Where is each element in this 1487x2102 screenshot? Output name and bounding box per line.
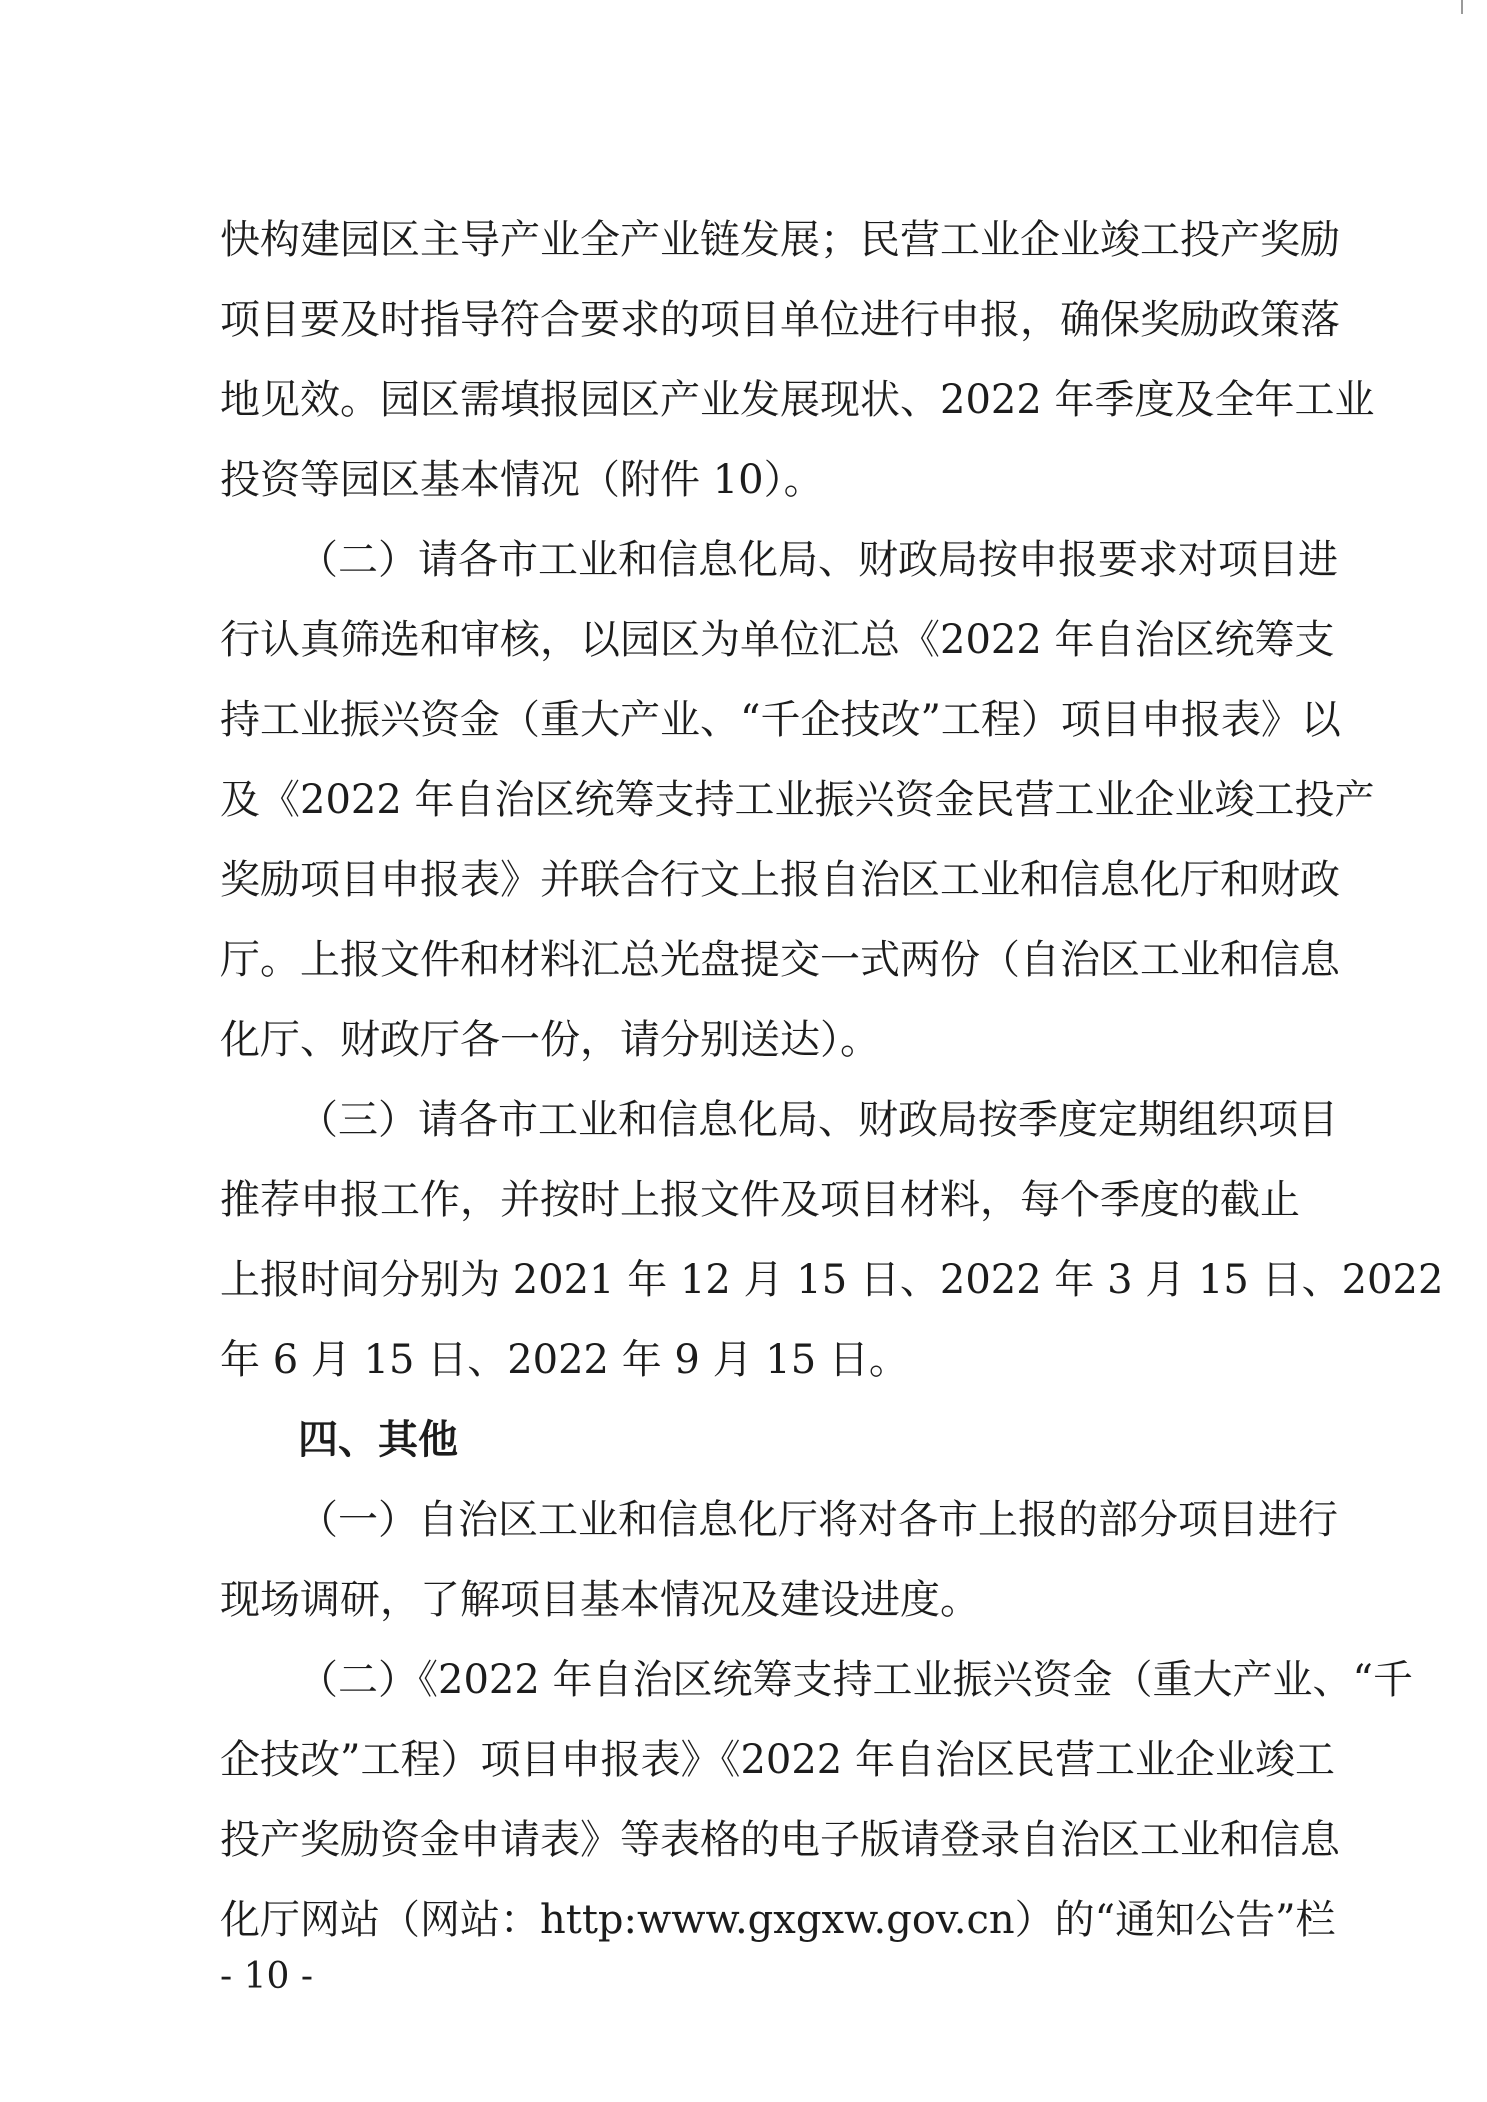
section-heading: 四、其他 — [298, 1417, 458, 1463]
text-line: 地见效。园区需填报园区产业发展现状、2022 年季度及全年工业 — [220, 377, 1375, 423]
text-line: 投产奖励资金申请表》等表格的电子版请登录自治区工业和信息 — [220, 1817, 1340, 1863]
scan-edge-mark — [1461, 0, 1463, 14]
text-line: 快构建园区主导产业全产业链发展；民营工业企业竣工投产奖励 — [220, 217, 1340, 263]
text-line: 投资等园区基本情况（附件 10）。 — [220, 457, 824, 503]
text-line: 行认真筛选和审核，以园区为单位汇总《2022 年自治区统筹支 — [220, 617, 1335, 663]
text-line: 及《2022 年自治区统筹支持工业振兴资金民营工业企业竣工投产 — [220, 777, 1375, 823]
text-line: 年 6 月 15 日、2022 年 9 月 15 日。 — [220, 1337, 909, 1383]
text-line: 企技改”工程）项目申报表》《2022 年自治区民营工业企业竣工 — [220, 1737, 1335, 1783]
text-line: 推荐申报工作，并按时上报文件及项目材料，每个季度的截止 — [220, 1177, 1300, 1223]
text-line: 厅。上报文件和材料汇总光盘提交一式两份（自治区工业和信息 — [220, 937, 1340, 983]
text-line: 化厅、财政厅各一份，请分别送达）。 — [220, 1017, 880, 1063]
page-number: - 10 - — [220, 1956, 314, 1997]
text-line: 化厅网站（网站：http:www.gxgxw.gov.cn）的“通知公告”栏 — [220, 1897, 1336, 1943]
text-line: 奖励项目申报表》并联合行文上报自治区工业和信息化厅和财政 — [220, 857, 1340, 903]
text-line: （二）《2022 年自治区统筹支持工业振兴资金（重大产业、“千 — [298, 1657, 1413, 1703]
text-line: （三）请各市工业和信息化局、财政局按季度定期组织项目 — [298, 1097, 1338, 1143]
body-text — [220, 200, 1444, 1960]
text-line: 上报时间分别为 2021 年 12 月 15 日、2022 年 3 月 15 日、2022 — [220, 1257, 1444, 1303]
text-line: 项目要及时指导符合要求的项目单位进行申报，确保奖励政策落 — [220, 297, 1340, 343]
text-line: （二）请各市工业和信息化局、财政局按申报要求对项目进 — [298, 537, 1338, 583]
text-line: 持工业振兴资金（重大产业、“千企技改”工程）项目申报表》以 — [220, 697, 1341, 743]
text-line: 现场调研，了解项目基本情况及建设进度。 — [220, 1577, 980, 1623]
text-line: （一）自治区工业和信息化厅将对各市上报的部分项目进行 — [298, 1497, 1338, 1543]
